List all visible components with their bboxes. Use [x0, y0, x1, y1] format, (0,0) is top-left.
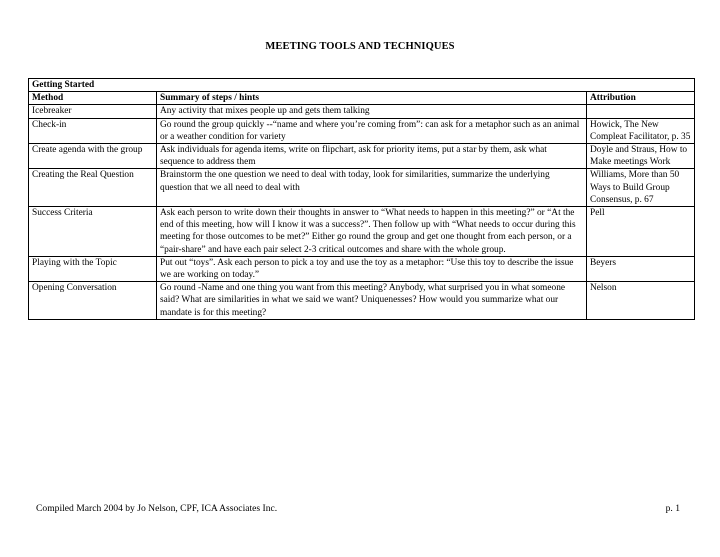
header-attribution: Attribution: [587, 92, 695, 105]
attribution-cell: Pell: [587, 207, 695, 257]
table-row: [29, 282, 695, 320]
attribution-cell: [587, 105, 695, 118]
summary-cell: Brainstorm the one question we need to deal with today, look for similarities, summarize the underlying question that we all need to deal with: [157, 169, 587, 207]
table-row: [29, 256, 695, 281]
techniques-table: [28, 78, 695, 320]
footer-compiled-note: Compiled March 2004 by Jo Nelson, CPF, ICA Associates Inc.: [36, 503, 278, 514]
table-row: [29, 105, 695, 118]
summary-cell: Ask individuals for agenda items, write on flipchart, ask for priority items, put a star by them, ask what sequence to address them: [157, 144, 587, 169]
column-header-row: [29, 92, 695, 105]
section-title: Getting Started: [29, 79, 695, 92]
method-cell: Playing with the Topic: [29, 256, 157, 281]
table-row: [29, 207, 695, 257]
summary-cell: Put out “toys”. Ask each person to pick a toy and use the toy as a metaphor: “Use this toy to describe the issue we are working on today.”: [157, 256, 587, 281]
header-method: Method: [29, 92, 157, 105]
attribution-cell: Beyers: [587, 256, 695, 281]
attribution-cell: Howick, The New Compleat Facilitator, p. 35: [587, 118, 695, 143]
document-title: MEETING TOOLS AND TECHNIQUES: [265, 41, 455, 52]
table-row: [29, 169, 695, 207]
method-cell: Icebreaker: [29, 105, 157, 118]
page-number: p. 1: [665, 503, 680, 514]
summary-cell: Go round -Name and one thing you want from this meeting? Anybody, what surprised you in what someone said? What are similarities in what we said we want? Uniquenesses? How would you summarize what our mandate is for this meeting?: [157, 282, 587, 320]
header-summary: Summary of steps / hints: [157, 92, 587, 105]
summary-cell: Go round the group quickly --“name and where you’re coming from”: can ask for a metaphor such as an animal or a weather condition for variety: [157, 118, 587, 143]
summary-cell: Any activity that mixes people up and gets them talking: [157, 105, 587, 118]
table-row: [29, 118, 695, 143]
attribution-cell: Williams, More than 50 Ways to Build Group Consensus, p. 67: [587, 169, 695, 207]
method-cell: Opening Conversation: [29, 282, 157, 320]
attribution-cell: Nelson: [587, 282, 695, 320]
method-cell: Success Criteria: [29, 207, 157, 257]
method-cell: Check-in: [29, 118, 157, 143]
attribution-cell: Doyle and Straus, How to Make meetings Work: [587, 144, 695, 169]
summary-cell: Ask each person to write down their thoughts in answer to “What needs to happen in this meeting?” or “At the end of this meeting, how will I know it was a success?”. Then follow up with “What needs to occur during this meeting for those outcomes to be met?” Either go round the group and get one thought from each person, or a “pair-share” and have each pair select 2-3 critical outcomes and share with the whole group.: [157, 207, 587, 257]
section-header-row: [29, 79, 695, 92]
method-cell: Create agenda with the group: [29, 144, 157, 169]
method-cell: Creating the Real Question: [29, 169, 157, 207]
table-row: [29, 144, 695, 169]
